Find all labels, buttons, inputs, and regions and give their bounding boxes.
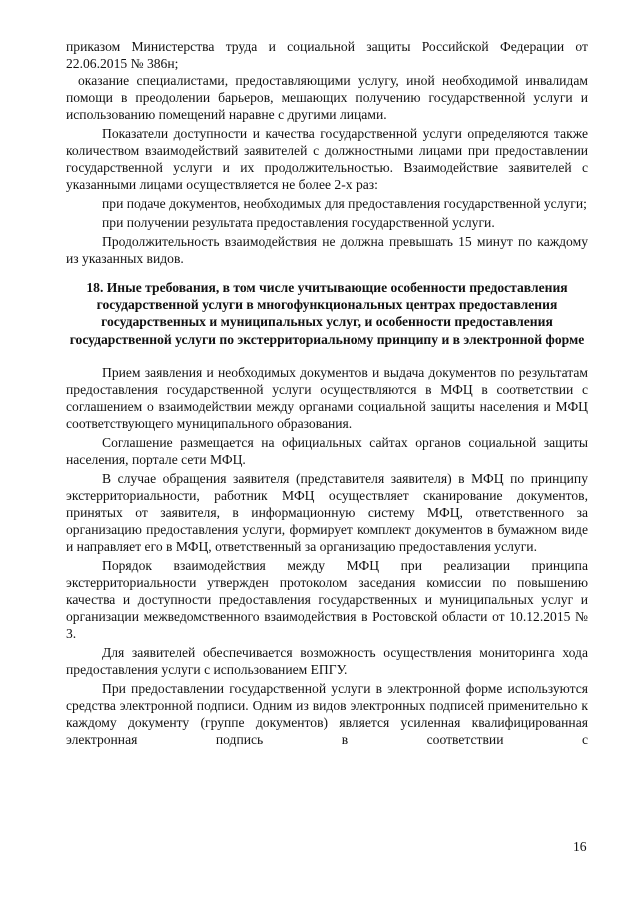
paragraph-electronic-signature: При предоставлении государственной услуги в электронной форме используются средства электронной подписи. Одним из видов электронных подписей применительно к каждому документу (группе документов) является усиленная квалифицированная электронная подпись в соответствии с (66, 680, 588, 747)
document-page (66, 38, 588, 748)
paragraph-monitoring: Для заявителей обеспечивается возможность осуществления мониторинга хода предоставления услуги с использованием ЕПГУ. (66, 644, 588, 677)
paragraph-mfc-reception: Прием заявления и необходимых документов и выдача документов по результатам предоставления государственной услуги осуществляются в МФЦ в соответствии с соглашением о взаимодействии между органами социальной защиты населения и МФЦ соответствующего муниципального образования. (66, 364, 588, 431)
paragraph-submission-item: при подаче документов, необходимых для предоставления государственной услуги; (102, 196, 587, 211)
page-number: 16 (573, 839, 587, 854)
paragraph-duration: Продолжительность взаимодействия не должна превышать 15 минут по каждому из указанных видов. (66, 234, 588, 266)
paragraph-order-reference: приказом Министерства труда и социальной защиты Российской Федерации от 22.06.2015 № 386н; (66, 39, 588, 71)
paragraph-accessibility-indicators: Показатели доступности и качества государственной услуги определяются также количеством взаимодействий заявителей с должностными лицами при предоставлении государственной услуги и их продолжительностью. Взаимодействие заявителей с указанными лицами осуществляется не более 2-х раз: (66, 126, 588, 192)
paragraph-result-item: при получении результата предоставления государственной услуги. (102, 215, 495, 230)
paragraph-extraterritorial-request: В случае обращения заявителя (представителя заявителя) в МФЦ по принципу экстерриториальности, работник МФЦ осуществляет сканирование документов, принятых от заявителя, в информационную систему МФЦ, ответственного за организацию предоставления услуги, формирует комплект документов в бумажном виде и направляет его в МФЦ, ответственный за организацию предоставления услуги. (66, 470, 588, 554)
paragraph-assistance: оказание специалистами, предоставляющими услугу, иной необходимой инвалидам помощи в преодолении барьеров, мешающих получению государственной услуги и использованию помещений наравне с другими лицами. (66, 73, 588, 122)
paragraph-interaction-procedure: Порядок взаимодействия между МФЦ при реализации принципа экстерриториальности утвержден протоколом заседания комиссии по повышению качества и доступности предоставления государственных и муниципальных услуг и организации межведомственного взаимодействия в Ростовской области от 10.12.2015 № 3. (66, 557, 588, 641)
paragraph-agreement-publication: Соглашение размещается на официальных сайтах органов социальной защиты населения, портале сети МФЦ. (66, 434, 588, 467)
section-heading: 18. Иные требования, в том числе учитывающие особенности предоставления государственной услуги в многофункциональных центрах предоставления государственных и муниципальных услуг, и особенности предоставления государственной услуги по экстерриториальному принципу и в электронной форме (69, 280, 585, 347)
